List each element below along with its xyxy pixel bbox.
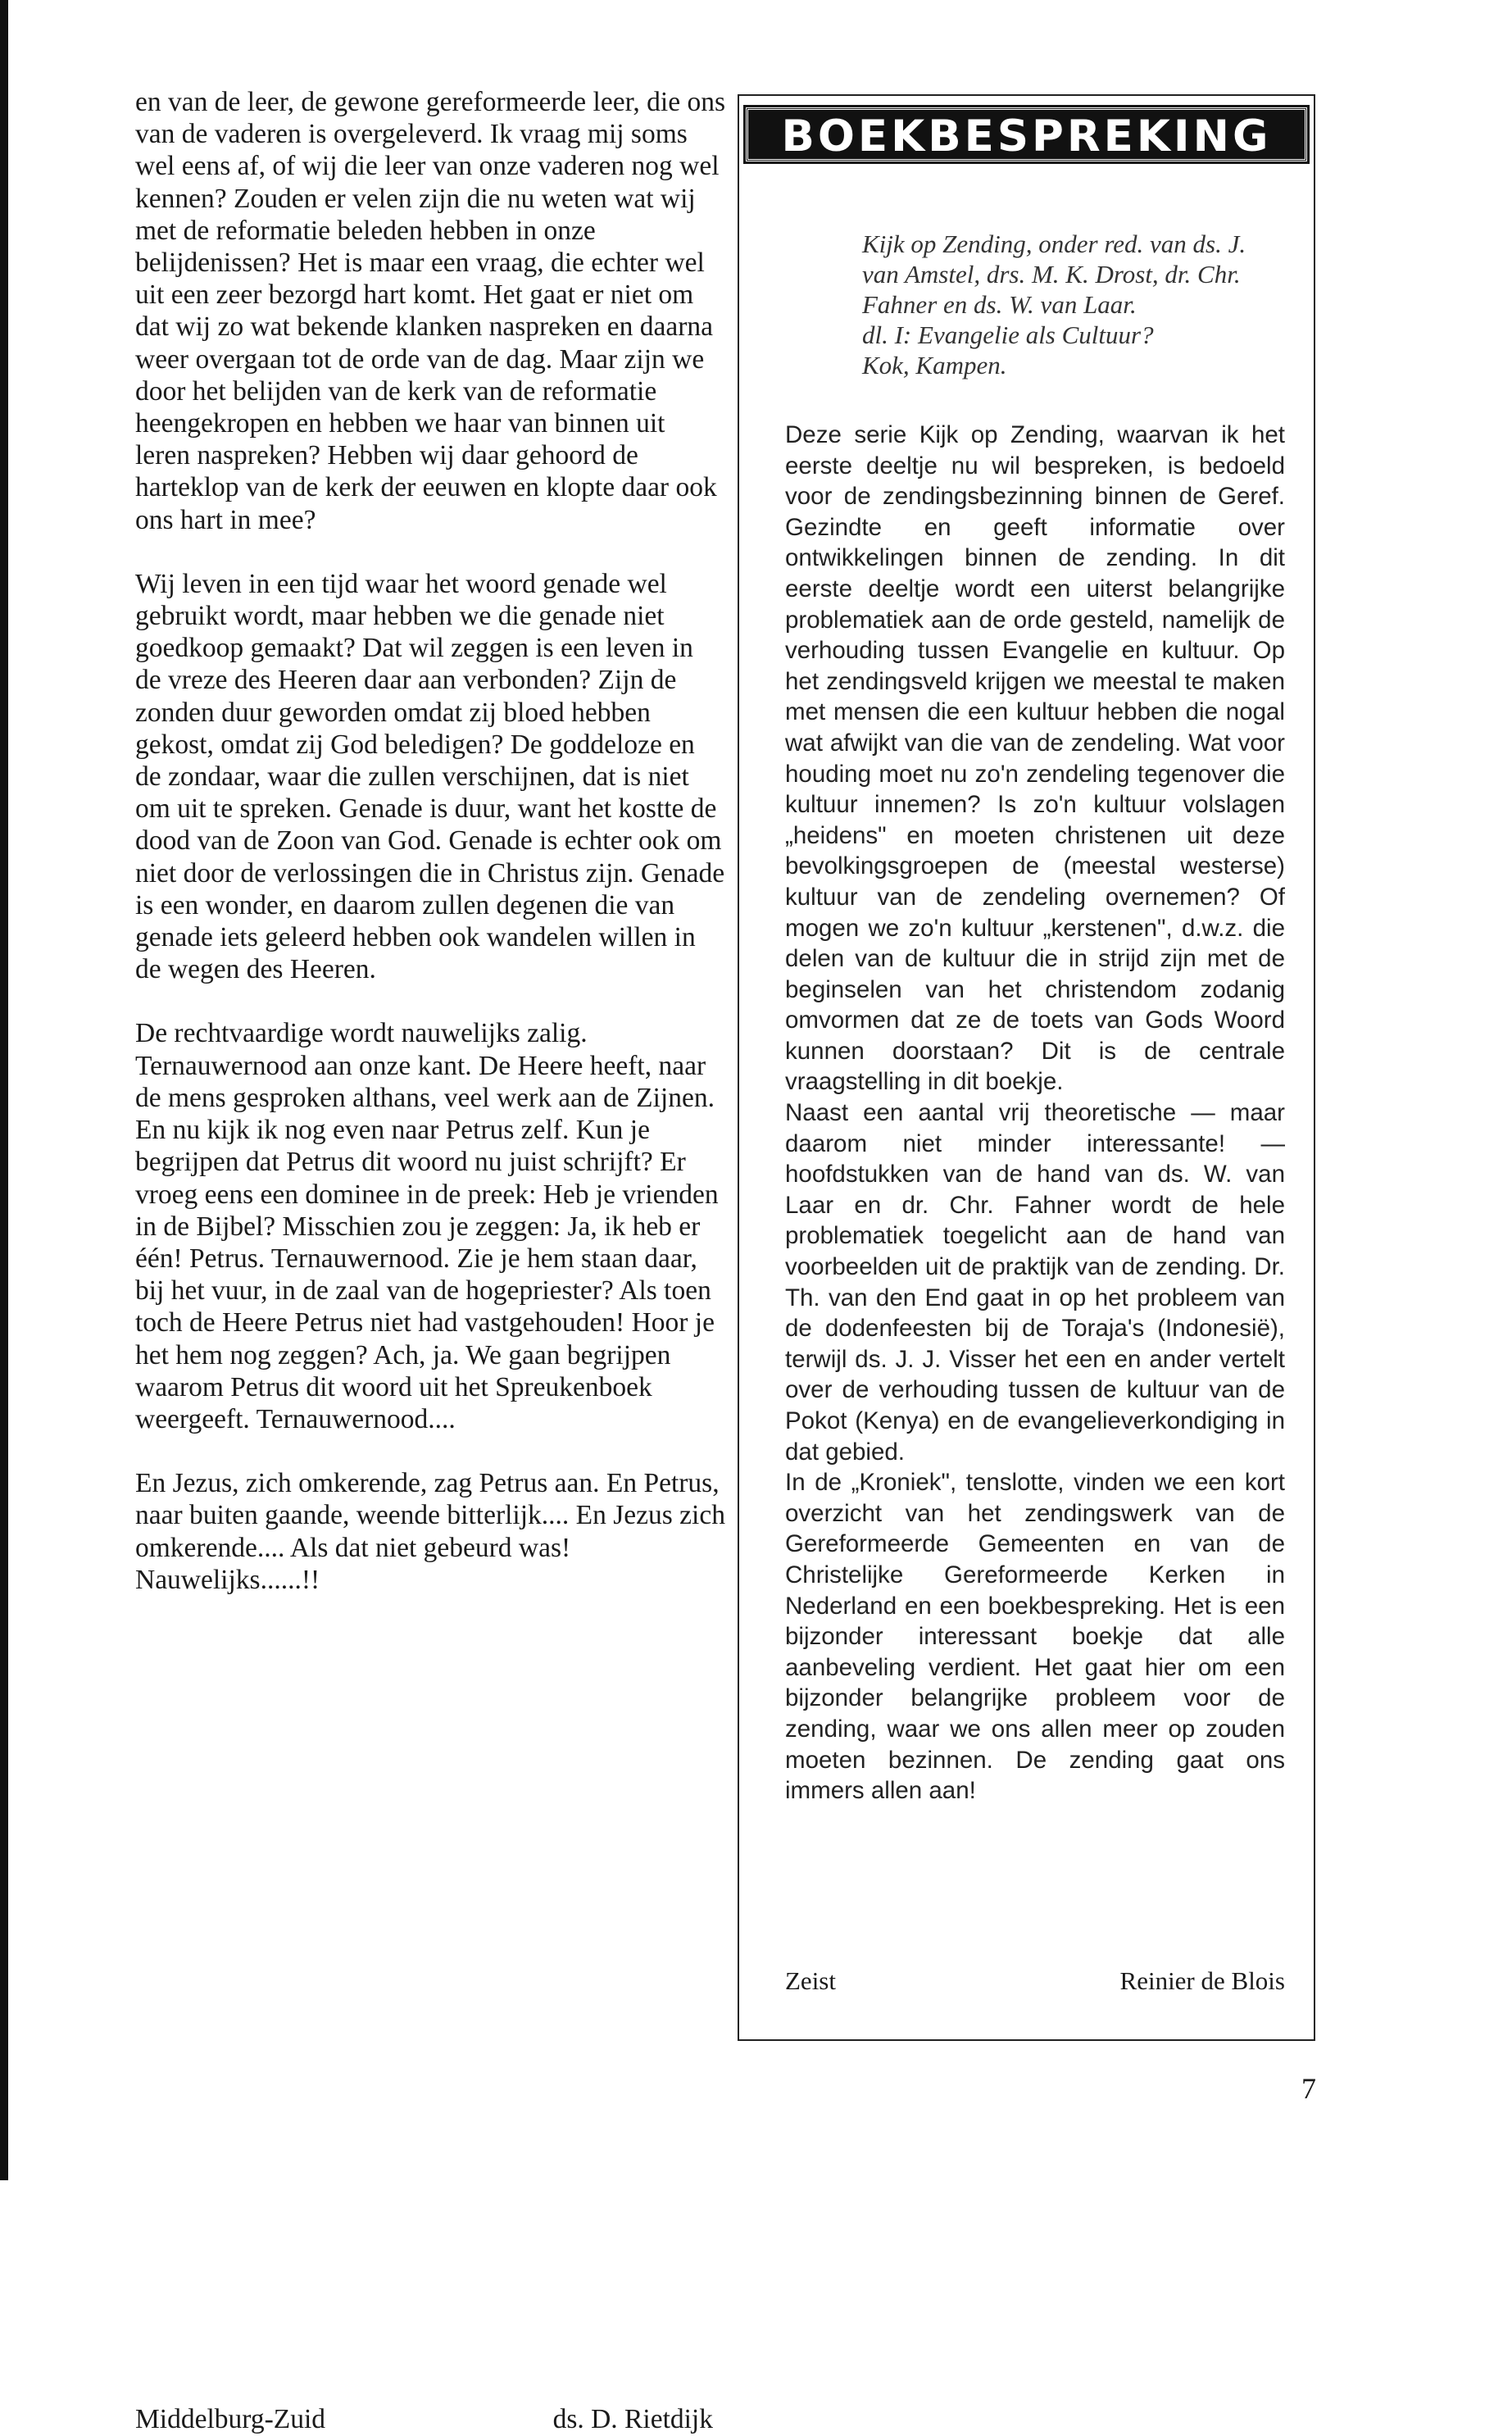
article-column xyxy=(135,86,725,1628)
review-body xyxy=(785,420,1285,1807)
article-signature xyxy=(135,2403,713,2436)
article-place: Middelburg-Zuid xyxy=(135,2404,325,2434)
book-publisher-line: Kok, Kampen. xyxy=(862,351,1007,379)
review-author: Reinier de Blois xyxy=(1119,1966,1285,1995)
review-place: Zeist xyxy=(785,1966,836,1995)
review-signature xyxy=(785,1965,1285,1997)
article-paragraph-2: Wij leven in een tijd waar het woord genade wel gebruikt wordt, maar hebben we die genade niet goedkoop gemaakt? Dat wil zeggen is een leven in de vreze des Heeren daar aan verbonden? Zijn de zonden duur geworden omdat zij bloed hebben gekost, omdat zij God beledigen? De goddeloze en de zondaar, waar die zullen verschijnen, dat is niet om uit te spreken. Genade is duur, want het kostte de dood van de Zoon van God. Genade is echter ook om niet door de verlossingen die in Christus zijn. Genade is een wonder, en daarom zullen degenen die van genade iets geleerd hebben ook wandelen willen in de wegen des Heeren. xyxy=(135,568,725,985)
article-paragraph-1: en van de leer, de gewone gereformeerde leer, die ons van de vaderen is overgeleverd. Ik vraag mij soms wel eens af, of wij die leer van onze vaderen nog wel kennen? Zouden er velen zijn die nu weten wat wij met de reformatie beleden hebben in onze belijdenissen? Het is maar een vraag, die echter wel uit een zeer bezorgd hart komt. Het gaat er niet om dat wij zo wat bekende klanken naspreken en daarna weer overgaan tot de orde van de dag. Maar zijn we door het belijden van de kerk van de reformatie heengekropen en hebben we haar van binnen uit leren naspreken? Hebben wij daar gehoord de harteklop van de kerk der eeuwen en klopte daar ook ons hart in mee? xyxy=(135,87,725,535)
review-paragraph-3: In de „Kroniek", tenslotte, vinden we een kort overzicht van het zendingswerk van de Gereformeerde Gemeenten en van de Christelijke Gereformeerde Kerken in Nederland en een boekbespreking. Het is een bijzonder interessant boekje dat alle aanbeveling verdient. Het gaat hier om een bijzonder belangrijke probleem voor de zending, waar we ons allen meer op zouden moeten bezinnen. De zending gaat ons immers allen aan! xyxy=(785,1469,1285,1805)
book-info xyxy=(862,229,1272,380)
page-number: 7 xyxy=(1301,2072,1316,2105)
page-edge-rule xyxy=(0,0,8,2180)
review-paragraph-2: Naast een aantal vrij theoretische — maar daarom niet minder interessante! — hoofdstukken van de hand van ds. W. van Laar en dr. Chr. Fahner wordt de hele problematiek toegelicht aan de hand van voorbeelden uit de praktijk van de zending. Dr. Th. van den End gaat in op het probleem van de dodenfeesten bij de Toraja's (Indonesië), terwijl ds. J. J. Visser het een en ander vertelt over de verhouding tussen de kultuur van de Pokot (Kenya) en de evangelieverkondiging in dat gebied. xyxy=(785,1099,1285,1466)
book-volume-line: dl. I: Evangelie als Cultuur? xyxy=(862,320,1154,349)
article-author: ds. D. Rietdijk xyxy=(552,2404,713,2434)
article-paragraph-4: En Jezus, zich omkerende, zag Petrus aan. En Petrus, naar buiten gaande, weende bitterlijk.... En Jezus zich omkerende.... Als dat niet gebeurd was! Nauwelijks......!! xyxy=(135,1468,725,1595)
review-paragraph-1: Deze serie Kijk op Zending, waarvan ik het eerste deeltje nu wil bespreken, is bedoeld voor de zendingsbezinning binnen de Geref. Gezindte en geeft informatie over ontwikkelingen binnen de zending. In dit eerste deeltje wordt een uiterst belangrijke problematiek aan de orde gesteld, namelijk de verhouding tussen Evangelie en kultuur. Op het zendingsveld krijgen we meestal te maken met mensen die een kultuur hebben die nogal wat afwijkt van die van de zendeling. Wat voor houding moet nu zo'n zendeling tegenover die kultuur innemen? Is zo'n kultuur volslagen „heidens" en moeten christenen uit deze bevolkingsgroepen de (meestal westerse) kultuur van de zendeling overnemen? Of mogen we zo'n kultuur „kerstenen", d.w.z. die delen van de kultuur die in strijd zijn met de beginselen van het christendom zodanig omvormen dat ze de toets van Gods Woord kunnen doorstaan? Dit is de centrale vraagstelling in dit boekje. xyxy=(785,421,1285,1096)
book-review-box xyxy=(738,94,1315,2041)
article-paragraph-3: De rechtvaardige wordt nauwelijks zalig. Ternauwernood aan onze kant. De Heere heeft, naar de mens gesproken althans, veel werk aan de Zijnen. En nu kijk ik nog even naar Petrus zelf. Kun je begrijpen dat Petrus dit woord nu juist schrijft? Er vroeg eens een dominee in de preek: Heb je vrienden in de Bijbel? Misschien zou je zeggen: Ja, ik heb er één! Petrus. Ternauwernood. Zie je hem staan daar, bij het vuur, in de zaal van de hogepriester? Als toen toch de Heere Petrus niet had vastgehouden! Hoor je het hem nog zeggen? Ach, ja. We gaan begrijpen waarom Petrus dit woord uit het Spreukenboek weergeeft. Ternauwernood.... xyxy=(135,1018,719,1434)
book-title-line: Kijk op Zending, onder red. van ds. J. van Amstel, drs. M. K. Drost, dr. Chr. Fahner en ds. W. van Laar. xyxy=(862,230,1246,319)
review-banner: BOEKBESPREKING xyxy=(746,107,1307,161)
